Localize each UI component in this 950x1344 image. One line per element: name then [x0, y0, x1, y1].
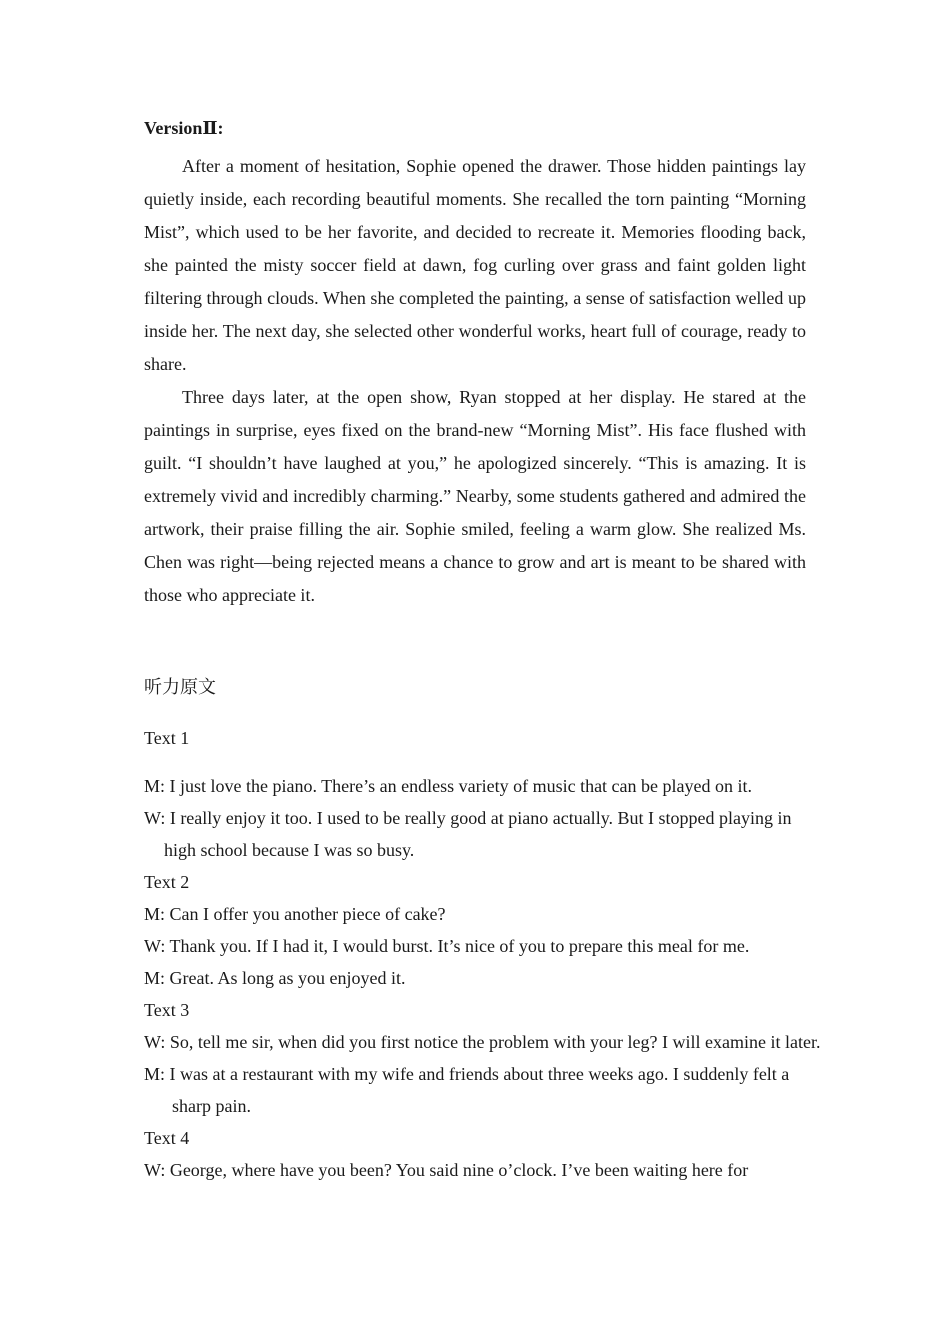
listening-transcript — [144, 722, 824, 1186]
text-label: Text 3 — [144, 1000, 190, 1020]
essay-paragraph: Three days later, at the open show, Ryan stopped at her display. He stared at the paintings in surprise, eyes fixed on the brand-new “Morning Mist”. His face flushed with guilt. “I shouldn’t have laughed at you,” he apologized sincerely. “This is amazing. It is extremely vivid and incredibly charming.” Nearby, some students gathered and admired the artwork, their praise filling the air. Sophie smiled, feeling a warm glow. She realized Ms. Chen was right—being rejected means a chance to grow and art is meant to be shared with those who appreciate it. — [144, 387, 806, 605]
dialogue-line: W: So, tell me sir, when did you first notice the problem with your leg? I will examine it later. — [144, 1032, 821, 1052]
dialogue-line: W: I really enjoy it too. I used to be really good at piano actually. But I stopped playing in high school because I was so busy. — [144, 808, 792, 860]
dialogue-line: M: Great. As long as you enjoyed it. — [144, 968, 406, 988]
text-label: Text 1 — [144, 728, 190, 748]
text-label: Text 4 — [144, 1128, 190, 1148]
text-label: Text 2 — [144, 872, 190, 892]
essay-paragraph: After a moment of hesitation, Sophie opened the drawer. Those hidden paintings lay quietly inside, each recording beautiful moments. She recalled the torn painting “Morning Mist”, which used to be her favorite, and decided to recreate it. Memories flooding back, she painted the misty soccer field at dawn, fog curling over grass and faint golden light filtering through clouds. When she completed the painting, a sense of satisfaction welled up inside her. The next day, she selected other wonderful works, heart full of courage, ready to share. — [144, 156, 806, 374]
dialogue-line: W: George, where have you been? You said nine o’clock. I’ve been waiting here for — [144, 1160, 749, 1180]
dialogue-line: W: Thank you. If I had it, I would burst. It’s nice of you to prepare this meal for me. — [144, 936, 750, 956]
listening-section-title: 听力原文 — [144, 677, 216, 698]
version-heading: VersionⅡ: — [144, 118, 224, 138]
dialogue-line: M: I just love the piano. There’s an endless variety of music that can be played on it. — [144, 776, 753, 796]
dialogue-line: M: Can I offer you another piece of cake? — [144, 904, 446, 924]
essay-body — [144, 150, 806, 612]
dialogue-line: M: I was at a restaurant with my wife and friends about three weeks ago. I suddenly felt a sharp pain. — [144, 1064, 790, 1116]
